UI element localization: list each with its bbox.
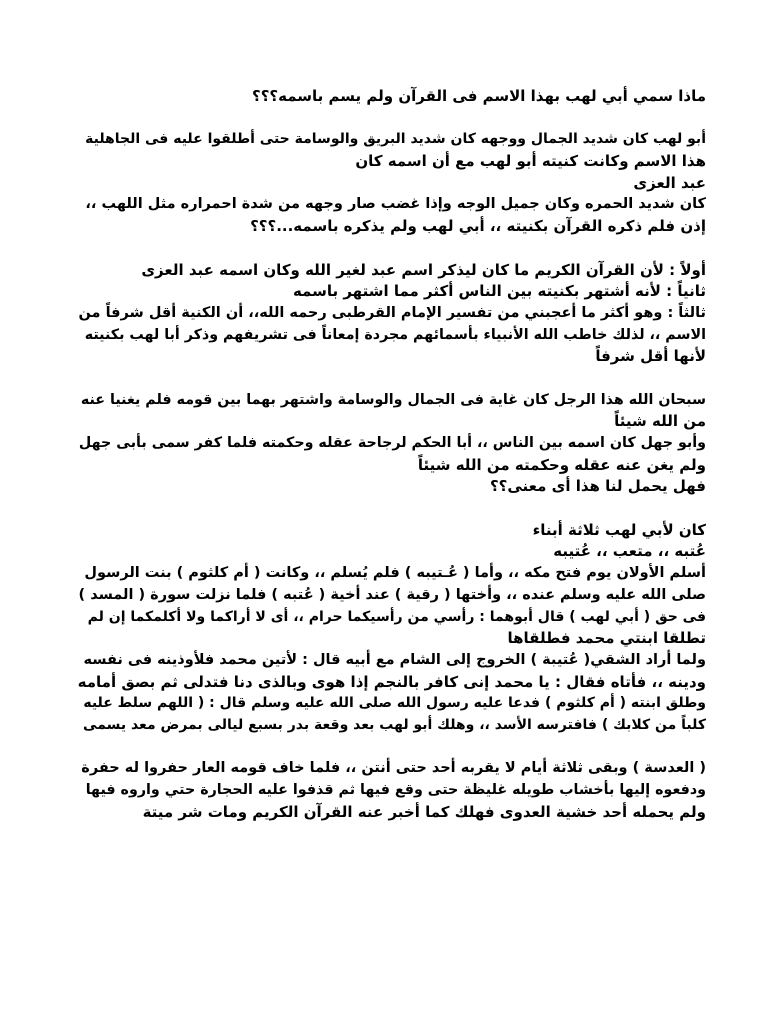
text-line: ولم يغن عنه عقله وحكمته من الله شيئاً	[417, 455, 706, 474]
text-line: أبو لهب كان شديد الجمال ووجهه كان شديد البريق والوسامة حتى أطلقوا عليه فى الجاهلية	[85, 131, 706, 148]
text-line: أسلم الأولان يوم فتح مكه ،، وأما ( عُـتيبه ) فلم يُسلم ،، وكانت ( أم كلثوم ) بنت الرسول	[84, 565, 706, 582]
text-line: سبحان الله هذا الرجل كان غاية فى الجمال والوسامة واشتهر بهما بين قومه فلم يغنيا عنه	[80, 391, 706, 408]
text-line: من الله شيئاً	[614, 412, 706, 431]
text-line: كان شديد الحمره وكان جميل الوجه وإذا غضب صار وجهه من شدة احمراره مثل اللهب ،،	[85, 196, 706, 213]
paragraph-3	[78, 390, 706, 498]
paragraph-2	[78, 260, 706, 368]
text-line: ولم يحمله أحد خشية العدوى فهلك كما أخبر عنه القرآن الكريم ومات شر ميتة	[142, 802, 706, 821]
text-line: فهل يحمل لنا هذا أى معنى؟؟	[489, 477, 706, 496]
paragraph-4	[78, 520, 706, 737]
text-line: الاسم ،، لذلك خاطب الله الأنبياء بأسمائهم مجردة إمعاناً فى تشريفهم وذكر أبا لهب بكنيته	[84, 326, 706, 343]
text-line: كلباً من كلابك ) فافترسه الأسد ،، وهلك أبو لهب بعد وقعة بدر بسبع ليالى بمرض معد يسمى	[83, 716, 706, 733]
text-line: ولما أراد الشقي( عُتيبة ) الخروج إلى الشام مع أبيه قال : لأتين محمد فلأوذينه فى نفسه	[83, 651, 706, 668]
text-line: تطلقا ابنتي محمد فطلقاها	[507, 629, 706, 648]
text-line: صلى الله عليه وسلم عنده ،، وأختها ( رقية ) عند أخية ( عُتبه ) فلما نزلت سورة ( المسد )	[78, 586, 706, 603]
text-line: عُتبه ،، متعب ،، عُتيبه	[553, 542, 706, 561]
text-line: ثانياً : لأنه أشتهر بكنيته بين الناس أكثر مما اشتهر باسمه	[292, 282, 706, 301]
blank-line	[78, 238, 706, 260]
text-line: فى حق ( أبي لهب ) قال أبوهما : رأسي من رأسيكما حرام ،، أى لا أراكما ولا أكلمكما إن لم	[87, 608, 706, 625]
paragraph-1	[78, 129, 706, 237]
text-line: ثالثاً : وهو أكثر ما أعجبني من تفسير الإمام القرطبى رحمه الله،، أن الكنية أقل شرفاً من	[78, 304, 706, 321]
text-line: عبد العزى	[633, 173, 706, 192]
text-line: هذا الاسم وكانت كنيته أبو لهب مع أن اسمه كان	[355, 152, 706, 171]
text-line: لأنها أقل شرفاً	[595, 347, 706, 366]
text-line: أولاً : لأن القرآن الكريم ما كان ليذكر اسم عبد لغير الله وكان اسمه عبد العزى	[141, 260, 706, 279]
text-line: كان لأبي لهب ثلاثة أبناء	[532, 520, 706, 539]
blank-line	[78, 498, 706, 520]
blank-line	[78, 108, 706, 130]
blank-line	[78, 737, 706, 759]
document-title: ماذا سمي أبي لهب بهذا الاسم فى القرآن ولم يسم باسمه؟؟؟	[252, 87, 706, 105]
text-line: إذن فلم ذكره القرآن بكنيته ،، أبي لهب ولم يذكره باسمه...؟؟؟	[250, 217, 706, 236]
document-page	[78, 86, 706, 823]
text-line: ودفعوه إليها بأخشاب طويله غليظة حتى وقع فيها ثم قذفوا عليه الحجارة حتي واروه فيها	[85, 782, 706, 798]
text-line: وأبو جهل كان اسمه بين الناس ،، أبا الحكم لرجاحة عقله وحكمته فلما كفر سمى بأبى جهل	[78, 435, 706, 451]
text-line: ودينه ،، فأتاه فقال : يا محمد إنى كافر بالنجم إذا هوى وبالذى دنا فتدلى ثم بصق أمامه	[77, 672, 706, 691]
paragraph-5	[78, 758, 706, 823]
text-line: ( العدسة ) وبقى ثلاثة أيام لا يقربه أحد حتى أنتن ،، فلما خاف قومه العار حفروا له حفرة	[81, 760, 706, 777]
text-line: وطلق ابنته ( أم كلثوم ) فدعا عليه رسول الله صلى الله عليه وسلم قال : ( اللهم سلط عليه	[83, 695, 706, 712]
blank-line	[78, 368, 706, 390]
